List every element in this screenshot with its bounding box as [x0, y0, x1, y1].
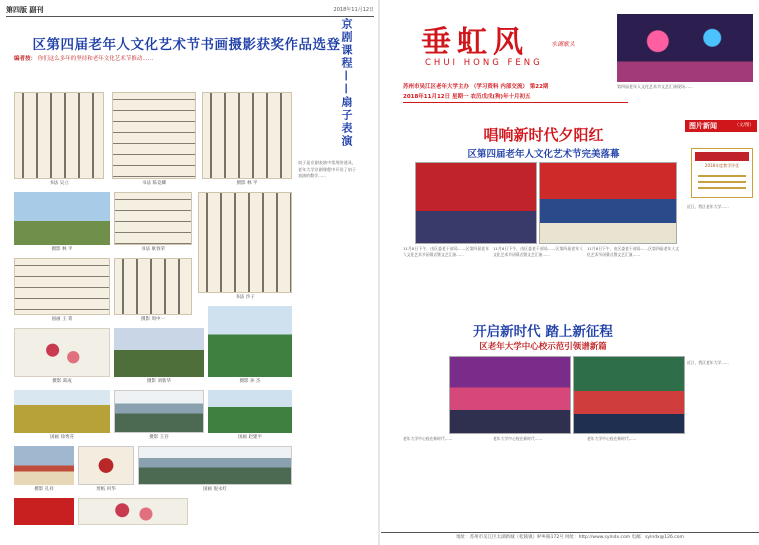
opera-article-text: 扇子是京剧表演中常用的道具，老年大学京剧课程中开设了扇子表演的教学……	[298, 160, 356, 178]
article-2-column: 老年大学中心校在新时代……	[403, 436, 453, 441]
headline-1-subtitle: 区第四届老年人文化艺术节完美落幕	[467, 149, 620, 160]
artwork-caption: 摄影 林 平	[51, 247, 73, 252]
opera-section-title: 京剧课程——扇子表演	[340, 18, 353, 148]
artwork-caption: 剪纸 何华	[96, 487, 116, 492]
artwork-caption: 摄影 林 平	[236, 181, 258, 186]
issue-date: 2018年11月12日 星期一 农历戊戌(狗)年十月初五	[403, 94, 531, 100]
artwork	[208, 390, 292, 442]
picture-news-tag: （文/图）	[734, 123, 754, 128]
page-label: 第四版 副刊	[6, 6, 44, 14]
artwork	[114, 258, 192, 324]
painting-image	[138, 446, 292, 485]
left-page	[0, 0, 378, 545]
artwork	[202, 92, 292, 188]
page-footer: 地址：苏州市吴江区太湖新城（松陵镇）鲈乡路172号 网址：http://www.sylndx.com 电邮：sylndx@126.com	[381, 532, 759, 545]
award-certificate-image	[691, 148, 753, 198]
artwork-caption: 国画 王 菁	[51, 317, 73, 322]
photo-image	[208, 306, 292, 377]
page-gutter	[378, 0, 380, 545]
painting-image	[114, 390, 204, 433]
article-1-column: 11月8日下午，由区委老干部局……区第四届老年人文化艺术节闭幕式暨文艺汇演……	[403, 246, 489, 257]
artwork-caption: 摄影 葛成	[52, 379, 72, 384]
logo-subscript: 水调歌头	[551, 41, 576, 48]
artwork-caption: 书法 吴立	[49, 181, 69, 186]
dance-photo	[449, 356, 571, 434]
sidebar-article-text: 近日，我区老年大学……	[687, 204, 729, 209]
photo-image	[114, 328, 204, 377]
artwork	[78, 446, 134, 494]
photo-image	[14, 390, 110, 433]
artwork-caption: 摄影 周中一	[141, 317, 165, 322]
calligraphy-image	[14, 92, 104, 179]
sidebar-article-text: 近日，我区老年大学……	[687, 360, 729, 365]
artwork-caption: 书法 陈竞卿	[142, 181, 166, 186]
performance-photo	[415, 162, 537, 244]
photo-image	[14, 498, 74, 525]
issue-info: 苏州市吴江区老年大学主办 （学习资料 内部交流） 第22期	[403, 84, 549, 90]
artwork	[112, 92, 196, 188]
artwork-caption: 书法 沙子	[235, 295, 255, 300]
calligraphy-image	[114, 258, 192, 315]
header-photo-caption: 第四届老年人文化艺术节文艺汇演现场……	[617, 84, 693, 89]
artwork-caption: 国画 倪永红	[203, 487, 227, 492]
page-date: 2018年11月12日	[333, 7, 374, 13]
newspaper-logo: 垂虹风	[421, 25, 529, 60]
picture-news-title: 图片新闻	[689, 122, 717, 130]
artwork	[14, 192, 110, 254]
certificate-line	[698, 181, 746, 183]
calligraphy-image	[114, 192, 192, 245]
artwork	[114, 390, 204, 442]
artwork	[14, 446, 74, 494]
performance-photo	[539, 162, 677, 244]
intro-text: 你们这么多年的坚持和老年文化艺术节推动……	[37, 56, 154, 62]
certificate-text: 2018年度教学评优	[704, 163, 740, 168]
calligraphy-image	[198, 192, 292, 293]
dance-photo	[573, 356, 685, 434]
certificate-line	[698, 175, 746, 177]
divider	[403, 102, 628, 103]
artwork-caption: 摄影 孔祥	[34, 487, 54, 492]
intro-label: 编者按：	[14, 56, 37, 62]
certificate-banner	[695, 152, 749, 161]
photo-image	[14, 446, 74, 485]
certificate-line	[698, 187, 746, 189]
artwork	[14, 328, 110, 386]
calligraphy-image	[202, 92, 292, 179]
painting-image	[78, 498, 188, 525]
page-title: 区第四届老年人文化艺术节书画摄影获奖作品选登	[32, 37, 341, 53]
artwork-caption: 书法 耿春荣	[141, 247, 165, 252]
artwork	[208, 306, 292, 386]
intro-paragraph	[14, 55, 359, 85]
painting-image	[14, 328, 110, 377]
right-page	[381, 0, 759, 545]
artwork	[198, 192, 292, 302]
photo-image	[208, 390, 292, 433]
photo-image	[14, 192, 110, 245]
artwork-caption: 国画 徐秀芬	[50, 435, 74, 440]
papercut-image	[78, 446, 134, 485]
calligraphy-image	[112, 92, 196, 179]
header-photo	[617, 14, 753, 82]
article-1-column: 11月8日下午，由区委老干部局……区第四届老年人文化艺术节闭幕式暨文艺汇演……	[587, 246, 679, 257]
logo-pinyin: CHUI HONG FENG	[425, 58, 543, 68]
artwork	[14, 258, 110, 324]
calligraphy-image	[14, 258, 110, 315]
artwork	[114, 328, 204, 386]
artwork-caption: 摄影 孙 杰	[239, 379, 261, 384]
artwork	[138, 446, 292, 494]
artwork	[14, 498, 74, 534]
masthead	[403, 5, 608, 113]
artwork-caption: 摄影 王存	[149, 435, 169, 440]
article-1-column: 11月8日下午，由区委老干部局……区第四届老年人文化艺术节闭幕式暨文艺汇演……	[493, 246, 583, 257]
page-header	[6, 4, 374, 17]
artwork	[78, 498, 188, 534]
headline-2: 开启新时代 踏上新征程	[473, 324, 613, 340]
artwork-caption: 摄影 刘新华	[147, 379, 171, 384]
article-2-column: 老年大学中心校在新时代……	[587, 436, 637, 441]
article-2-column: 老年大学中心校在新时代……	[493, 436, 543, 441]
picture-news-header	[685, 120, 757, 132]
artwork	[14, 92, 104, 188]
artwork-caption: 国画 赵建平	[238, 435, 262, 440]
artwork	[14, 390, 110, 442]
headline-1: 唱响新时代夕阳红	[483, 126, 604, 144]
headline-2-subtitle: 区老年大学中心校示范引领谱新篇	[479, 342, 607, 352]
artwork	[114, 192, 192, 254]
